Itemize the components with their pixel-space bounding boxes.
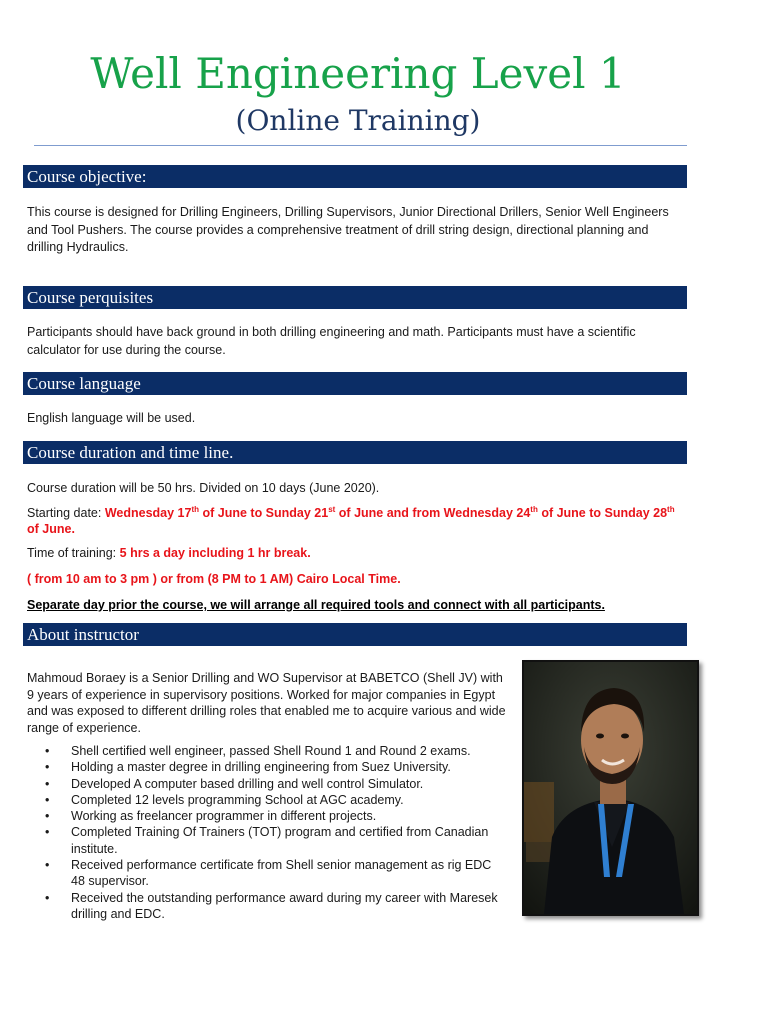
prerequisites-text: Participants should have back ground in both drilling engineering and math. Participants must have a scientific calculator for use during the course. (27, 325, 636, 357)
training-time-slots: ( from 10 am to 3 pm ) or from (8 PM to 1 AM) Cairo Local Time. (27, 572, 401, 586)
training-time-value: 5 hrs a day including 1 hr break. (119, 546, 311, 560)
title-divider (34, 145, 687, 146)
preparation-note: Separate day prior the course, we will arrange all required tools and connect with all participants. (27, 598, 605, 612)
credential-item: • Completed 12 levels programming School at AGC academy. (27, 792, 507, 808)
section-heading-objective: Course objective: (23, 165, 687, 188)
training-time-label: Time of training: (27, 546, 120, 560)
section-heading-instructor: About instructor (23, 623, 687, 646)
objective-text: This course is designed for Drilling Engineers, Drilling Supervisors, Junior Directional Drillers, Senior Well Engineers and Tool Pushers. The course provides a comprehensive treatment of drill string design, directional planning and drilling Hydraulics. (27, 205, 669, 254)
credential-item: • Completed Training Of Trainers (TOT) program and certified from Canadian institute. (27, 824, 507, 857)
section-heading-duration: Course duration and time line. (23, 441, 687, 464)
language-text: English language will be used. (27, 411, 196, 425)
credential-item: • Shell certified well engineer, passed Shell Round 1 and Round 2 exams. (27, 743, 507, 759)
instructor-credentials (27, 743, 507, 922)
page-title: Well Engineering Level 1 (90, 49, 626, 98)
section-heading-prerequisites: Course perquisites (23, 286, 687, 309)
credential-item: • Received the outstanding performance award during my career with Maresek drilling and EDC. (27, 890, 507, 923)
training-time (27, 545, 687, 563)
credential-item: • Working as freelancer programmer in different projects. (27, 808, 507, 824)
page-subtitle: (Online Training) (235, 104, 481, 137)
section-heading-language: Course language (23, 372, 687, 395)
credential-item: • Received performance certificate from Shell senior management as rig EDC 48 supervisor. (27, 857, 507, 890)
instructor-photo (522, 660, 699, 916)
starting-date (27, 505, 687, 537)
starting-date-value: Wednesday 17th of June to Sunday 21st of June and from Wednesday 24th of June to Sunday 28th of June. (27, 504, 675, 536)
instructor-bio: Mahmoud Boraey is a Senior Drilling and WO Supervisor at BABETCO (Shell JV) with 9 years of experience in supervisory positions. Worked for major companies in Egypt and was exposed to different drilling roles that enabled me to acquire various and wide range of experience. (27, 671, 506, 735)
credential-item: • Holding a master degree in drilling engineering from Suez University. (27, 759, 507, 775)
instructor-portrait-illustration (524, 662, 697, 914)
duration-text: Course duration will be 50 hrs. Divided on 10 days (June 2020). (27, 481, 380, 495)
starting-date-label: Starting date: (27, 506, 105, 520)
credential-item: • Developed A computer based drilling and well control Simulator. (27, 776, 507, 792)
